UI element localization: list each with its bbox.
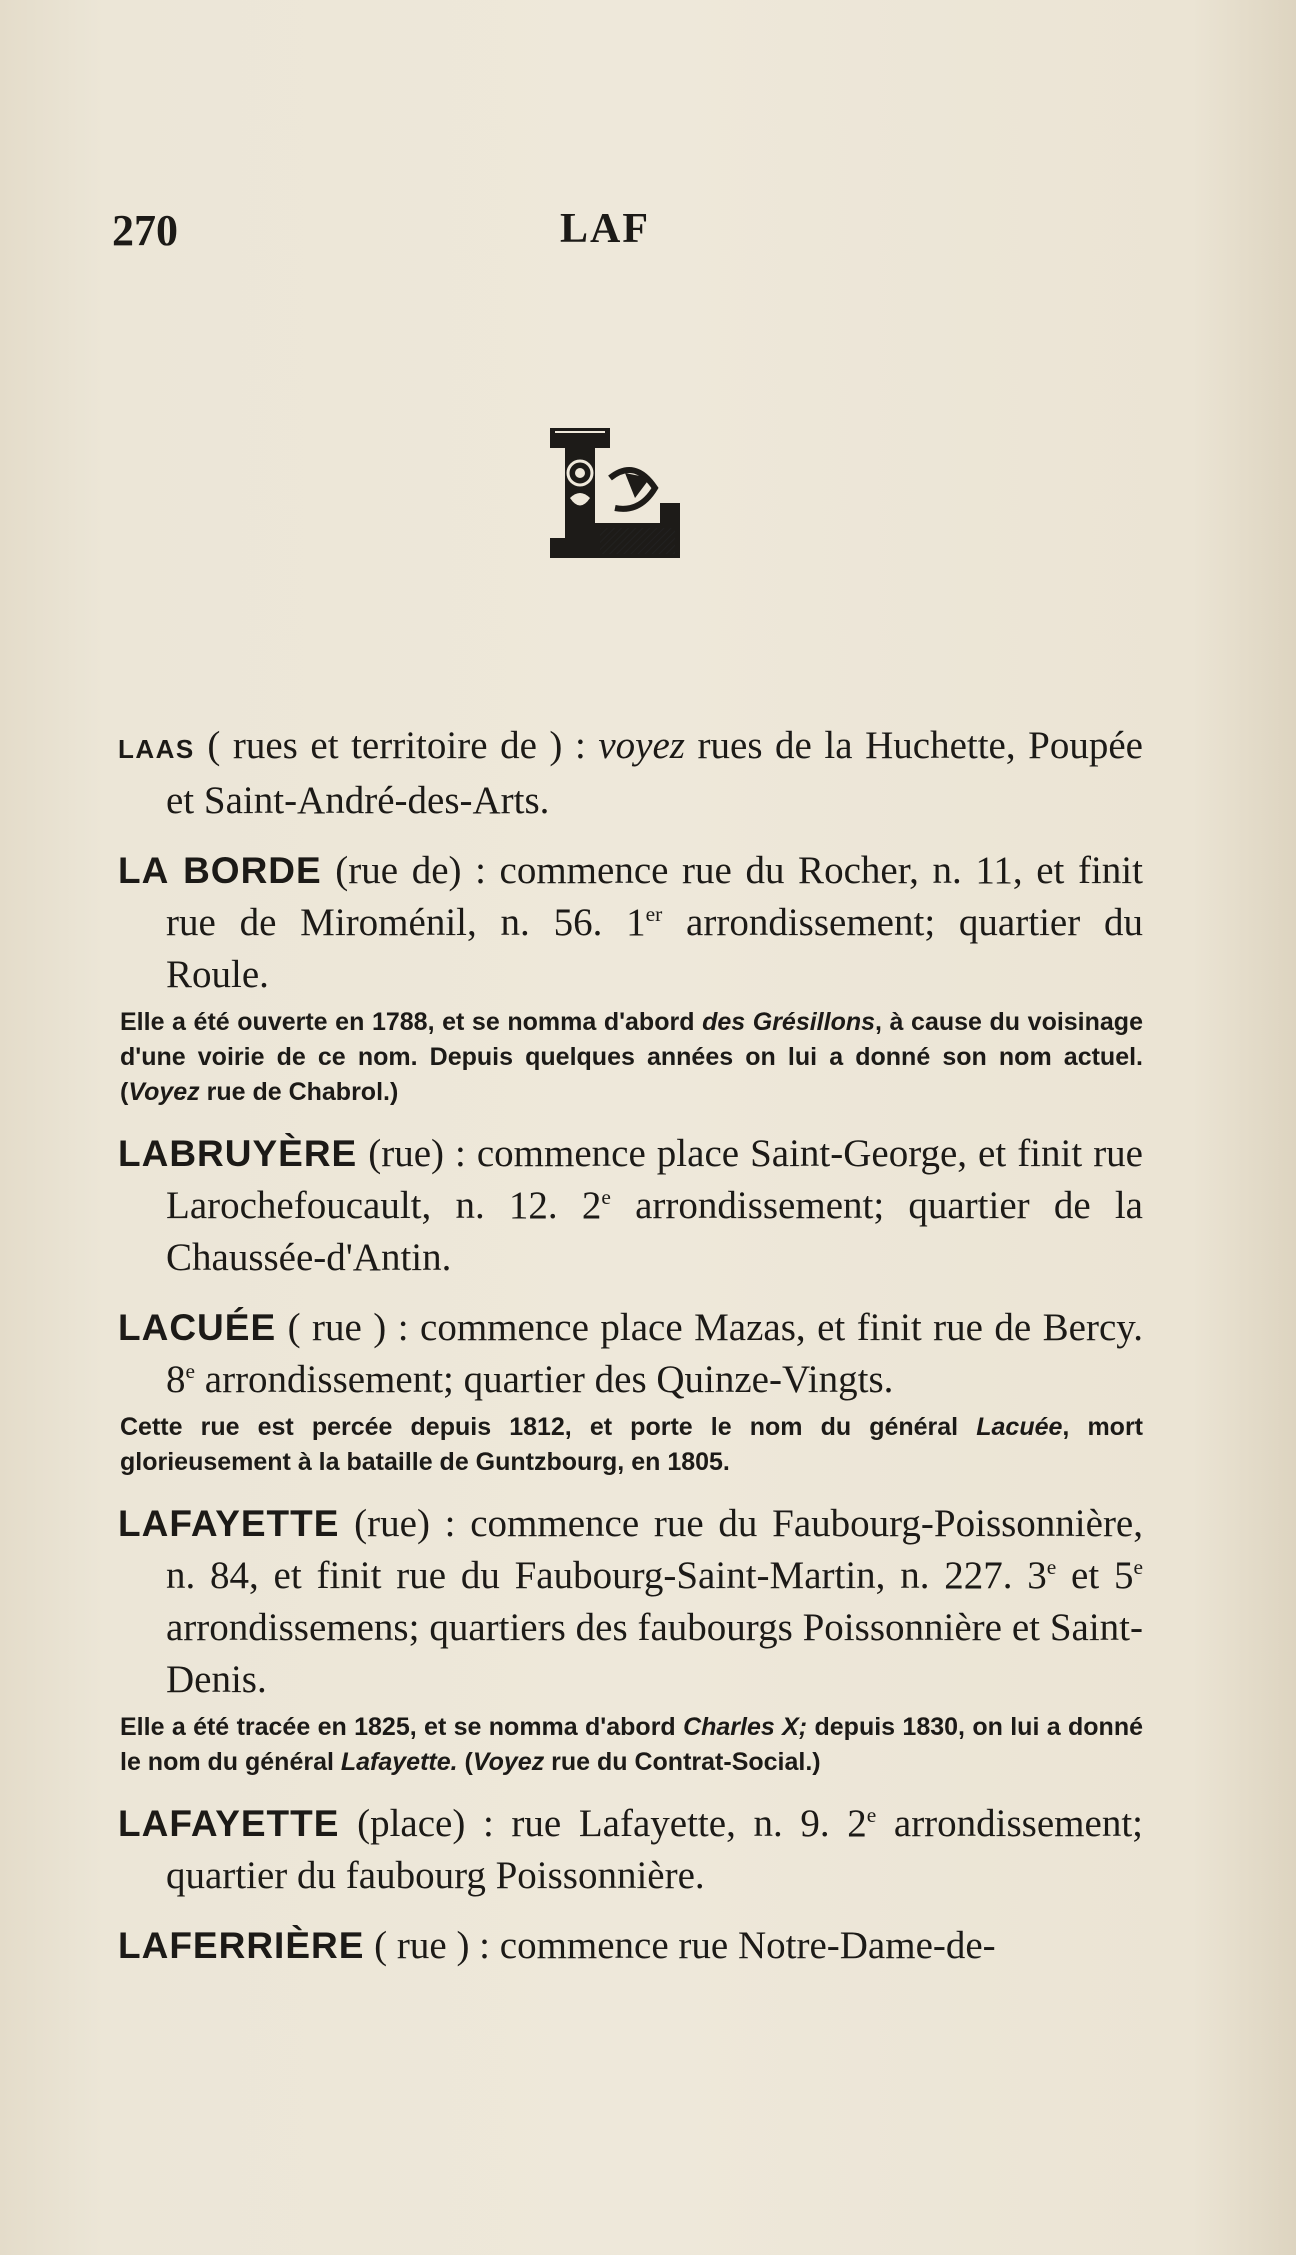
entry-head: LA BORDE	[118, 850, 322, 891]
entry-lacuee	[118, 1302, 1143, 1480]
note-italic: Voyez	[128, 1078, 200, 1106]
superscript: e	[601, 1185, 611, 1209]
superscript: e	[1046, 1555, 1057, 1579]
entry-main-text	[118, 1920, 1143, 1972]
entry-head: LACUÉE	[118, 1307, 277, 1348]
note-italic: Charles X;	[683, 1713, 808, 1741]
entry-text: (rue) : commence rue du Faubourg-Poissonnière, n. 84, et finit rue du Faubourg-Saint-Martin, n. 227. 3	[166, 1502, 1143, 1597]
decorated-initial-L-icon	[540, 418, 690, 568]
entry-main-text	[118, 1128, 1143, 1284]
superscript: e	[185, 1359, 196, 1383]
entry-main-text	[118, 1798, 1143, 1902]
entry-text-tail: rues de la Huchette, Poupée et Saint-André-des-Arts.	[166, 724, 1143, 822]
note-text: (	[457, 1748, 473, 1776]
entry-laas	[118, 720, 1143, 827]
entry-head: LABRUYÈRE	[118, 1133, 358, 1174]
running-head: LAF	[560, 206, 650, 252]
entry-text: ( rues et territoire de ) :	[194, 724, 599, 767]
entry-text-tail: arrondissement; quartier du faubourg Poissonnière.	[166, 1802, 1143, 1897]
entry-text-mid: et 5	[1056, 1554, 1134, 1597]
entry-head: LAFERRIÈRE	[118, 1925, 365, 1966]
entry-note	[118, 1410, 1143, 1480]
note-text: depuis 1830, on lui a donné le nom du général	[120, 1713, 1143, 1776]
note-text: rue du Contrat-Social.)	[544, 1748, 821, 1776]
entry-head: LAFAYETTE	[118, 1503, 340, 1544]
entry-text-tail: arrondissement; quartier de la Chaussée-d'Antin.	[166, 1184, 1143, 1279]
entry-main-text	[118, 720, 1143, 827]
superscript: e	[866, 1803, 877, 1827]
note-text: , à cause du voisinage d'une voirie de ce nom. Depuis quelques années on lui a donné son nom actuel. (	[120, 1008, 1143, 1106]
note-text: Elle a été ouverte en 1788, et se nomma d'abord	[120, 1008, 703, 1036]
page-header	[0, 205, 1296, 265]
entry-text: (rue de) : commence rue du Rocher, n. 11, et finit rue de Miroménil, n. 56. 1	[166, 849, 1143, 944]
entry-text-italic: voyez	[598, 724, 685, 767]
entry-text-tail: arrondissemens; quartiers des faubourgs Poissonnière et Saint-Denis.	[166, 1606, 1143, 1701]
entry-lafayette-rue	[118, 1498, 1143, 1780]
entry-main-text	[118, 1302, 1143, 1406]
note-italic: Lacuée	[976, 1413, 1063, 1441]
entry-la-borde	[118, 845, 1143, 1110]
entry-laferriere	[118, 1920, 1143, 1972]
entry-lafayette-place	[118, 1798, 1143, 1902]
entries-list	[118, 720, 1143, 1990]
page-number: 270	[112, 206, 178, 255]
note-text: Cette rue est percée depuis 1812, et porte le nom du général	[120, 1413, 977, 1441]
entry-note	[118, 1710, 1143, 1780]
superscript: er	[645, 902, 663, 926]
note-text: Elle a été tracée en 1825, et se nomma d'abord	[120, 1713, 684, 1741]
entry-text: ( rue ) : commence place Mazas, et finit rue de Bercy. 8	[166, 1306, 1143, 1401]
entry-head: LAFAYETTE	[118, 1803, 340, 1844]
entry-head: LAAS	[118, 734, 195, 764]
entry-text: ( rue ) : commence rue Notre-Dame-de-	[364, 1924, 996, 1967]
entry-labruyere	[118, 1128, 1143, 1284]
entry-text: (place) : rue Lafayette, n. 9. 2	[339, 1802, 867, 1845]
note-text: , mort glorieusement à la bataille de Guntzbourg, en 1805.	[120, 1413, 1143, 1476]
entry-text-tail: arrondissement; quartier des Quinze-Vingts.	[195, 1358, 894, 1401]
entry-note	[118, 1005, 1143, 1110]
note-italic: Voyez	[472, 1748, 545, 1776]
note-italic: Lafayette.	[340, 1748, 458, 1776]
entry-main-text	[118, 845, 1143, 1001]
superscript: e	[1133, 1555, 1143, 1579]
entry-text: (rue) : commence place Saint-George, et finit rue Larochefoucault, n. 12. 2	[166, 1132, 1143, 1227]
entry-main-text	[118, 1498, 1143, 1706]
entry-text-tail: arrondissement; quartier du Roule.	[166, 901, 1143, 996]
note-italic: des Grésillons	[702, 1008, 876, 1036]
note-text: rue de Chabrol.)	[199, 1078, 399, 1106]
